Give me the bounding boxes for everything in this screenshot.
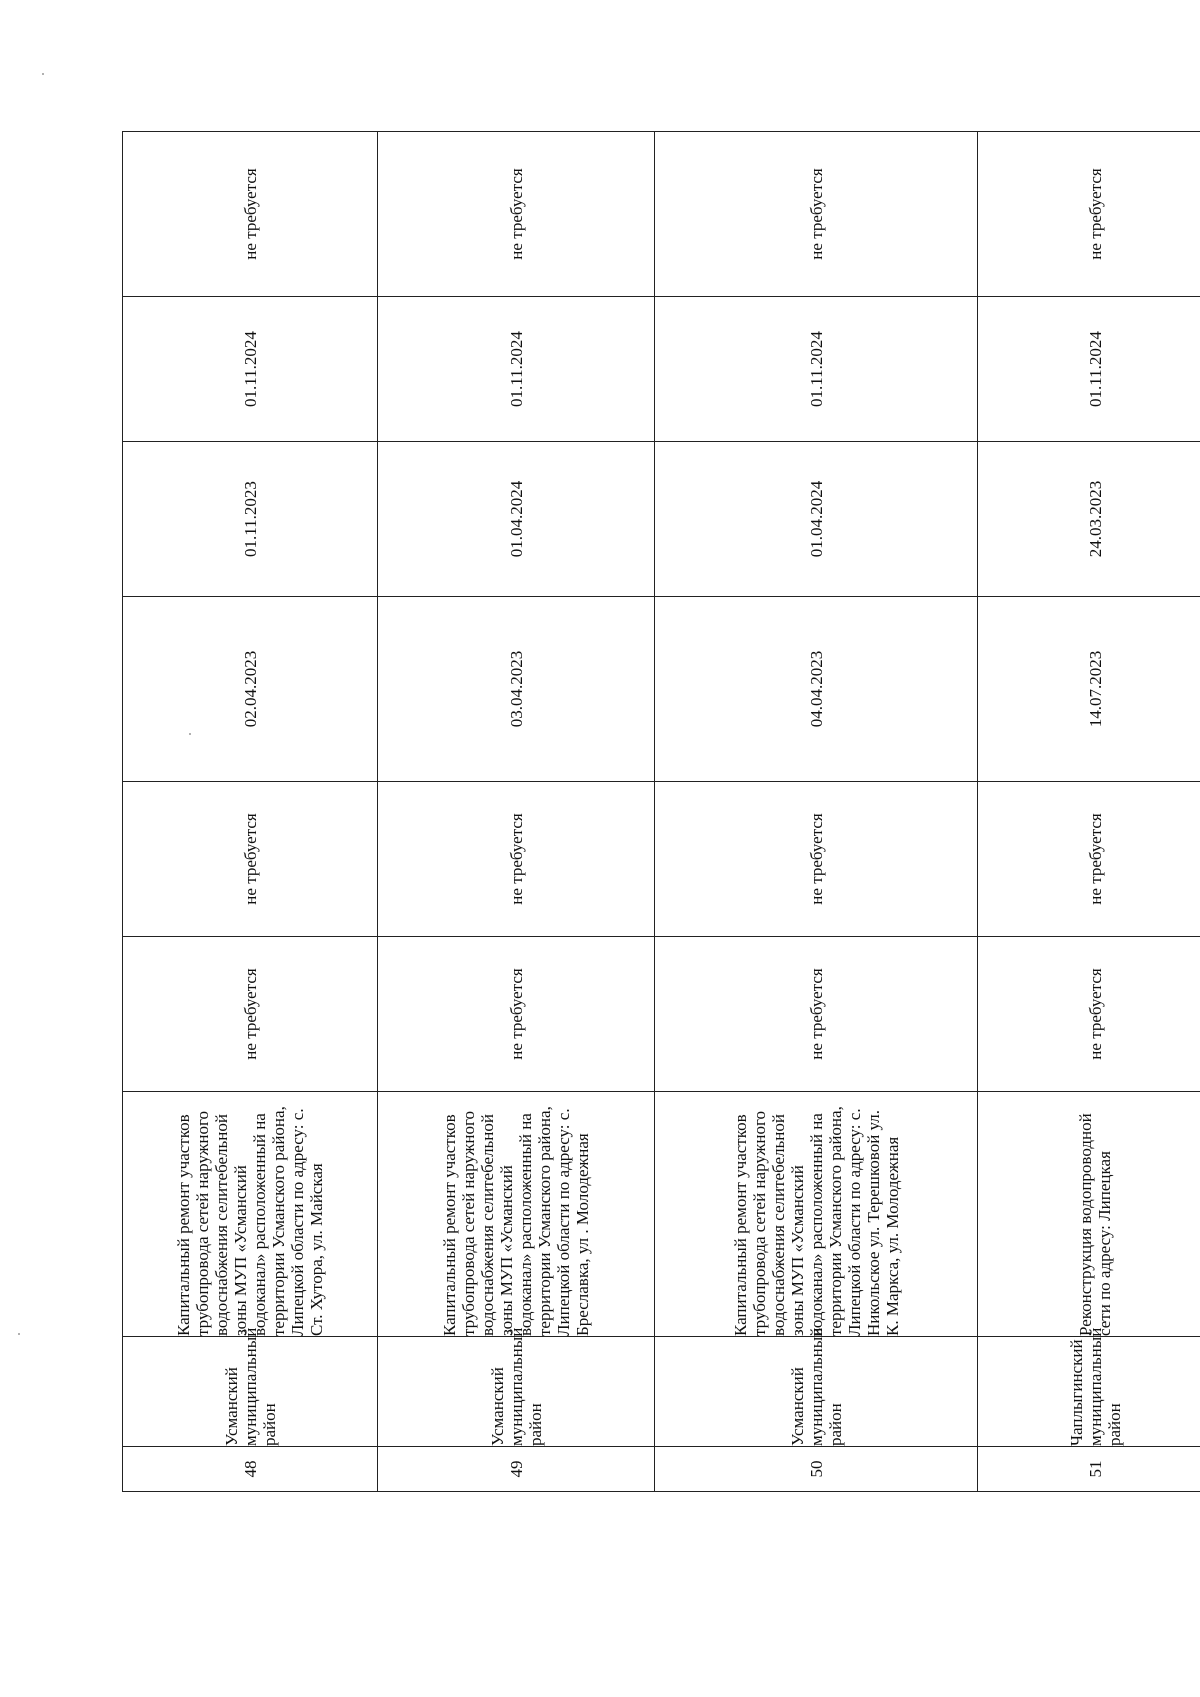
status-cell: не требуется xyxy=(378,132,655,297)
row-number: 51 xyxy=(978,1447,1200,1492)
status-cell: не требуется xyxy=(655,937,978,1092)
status-cell: не требуется xyxy=(378,937,655,1092)
status-cell: не требуется xyxy=(655,782,978,937)
status-cell: не требуется xyxy=(978,937,1200,1092)
scan-speck xyxy=(42,73,44,75)
status-cell: не требуется xyxy=(378,782,655,937)
date-cell: 24.03.2023 xyxy=(978,442,1200,597)
date-cell: 03.04.2023 xyxy=(378,597,655,782)
date-cell: 01.11.2024 xyxy=(123,297,378,442)
projects-table xyxy=(122,131,1200,1492)
status-cell: не требуется xyxy=(655,132,978,297)
district-cell: Усманский муниципальный район xyxy=(655,1337,978,1447)
status-cell: не требуется xyxy=(123,132,378,297)
status-cell: не требуется xyxy=(123,782,378,937)
status-cell: не требуется xyxy=(978,782,1200,937)
date-cell: 02.04.2023 xyxy=(123,597,378,782)
rotated-page-content xyxy=(122,132,1200,1492)
row-number: 48 xyxy=(123,1447,378,1492)
status-cell: не требуется xyxy=(978,132,1200,297)
table-row xyxy=(123,132,378,1492)
district-cell: Чаплыгинский муниципальный район xyxy=(978,1337,1200,1447)
date-cell: 01.04.2024 xyxy=(655,442,978,597)
district-cell: Усманский муниципальный район xyxy=(123,1337,378,1447)
table-row xyxy=(978,132,1200,1492)
date-cell: 01.11.2024 xyxy=(378,297,655,442)
date-cell: 04.04.2023 xyxy=(655,597,978,782)
description-cell: Капитальный ремонт участков трубопровода сетей наружного водоснабжения селитебельной зоны МУП «Усманский водоканал» расположенный на территории Усманского района, Липецкой области по адресу: с. Никольское ул. Терешковой ул. К. Маркса, ул. Молодежная xyxy=(655,1092,978,1337)
district-cell: Усманский муниципальный район xyxy=(378,1337,655,1447)
description-cell: Капитальный ремонт участков трубопровода сетей наружного водоснабжения селитебельной зоны МУП «Усманский водоканал» расположенный на территории Усманского района, Липецкой области по адресу: с. Бреславка, ул . Молодежная xyxy=(378,1092,655,1337)
date-cell: 01.04.2024 xyxy=(378,442,655,597)
status-cell: не требуется xyxy=(123,937,378,1092)
date-cell: 01.11.2024 xyxy=(655,297,978,442)
table-row xyxy=(655,132,978,1492)
description-cell: Реконструкция водопроводной сети по адресу: Липецкая xyxy=(978,1092,1200,1337)
date-cell: 01.11.2023 xyxy=(123,442,378,597)
row-number: 50 xyxy=(655,1447,978,1492)
scan-speck xyxy=(189,733,191,735)
row-number: 49 xyxy=(378,1447,655,1492)
date-cell: 14.07.2023 xyxy=(978,597,1200,782)
date-cell: 01.11.2024 xyxy=(978,297,1200,442)
scan-speck xyxy=(18,1333,20,1335)
table-row xyxy=(378,132,655,1492)
description-cell: Капитальный ремонт участков трубопровода сетей наружного водоснабжения селитебельной зоны МУП «Усманский водоканал» расположенный на территории Усманского района, Липецкой области по адресу: с. Ст. Хутора, ул. Майская xyxy=(123,1092,378,1337)
